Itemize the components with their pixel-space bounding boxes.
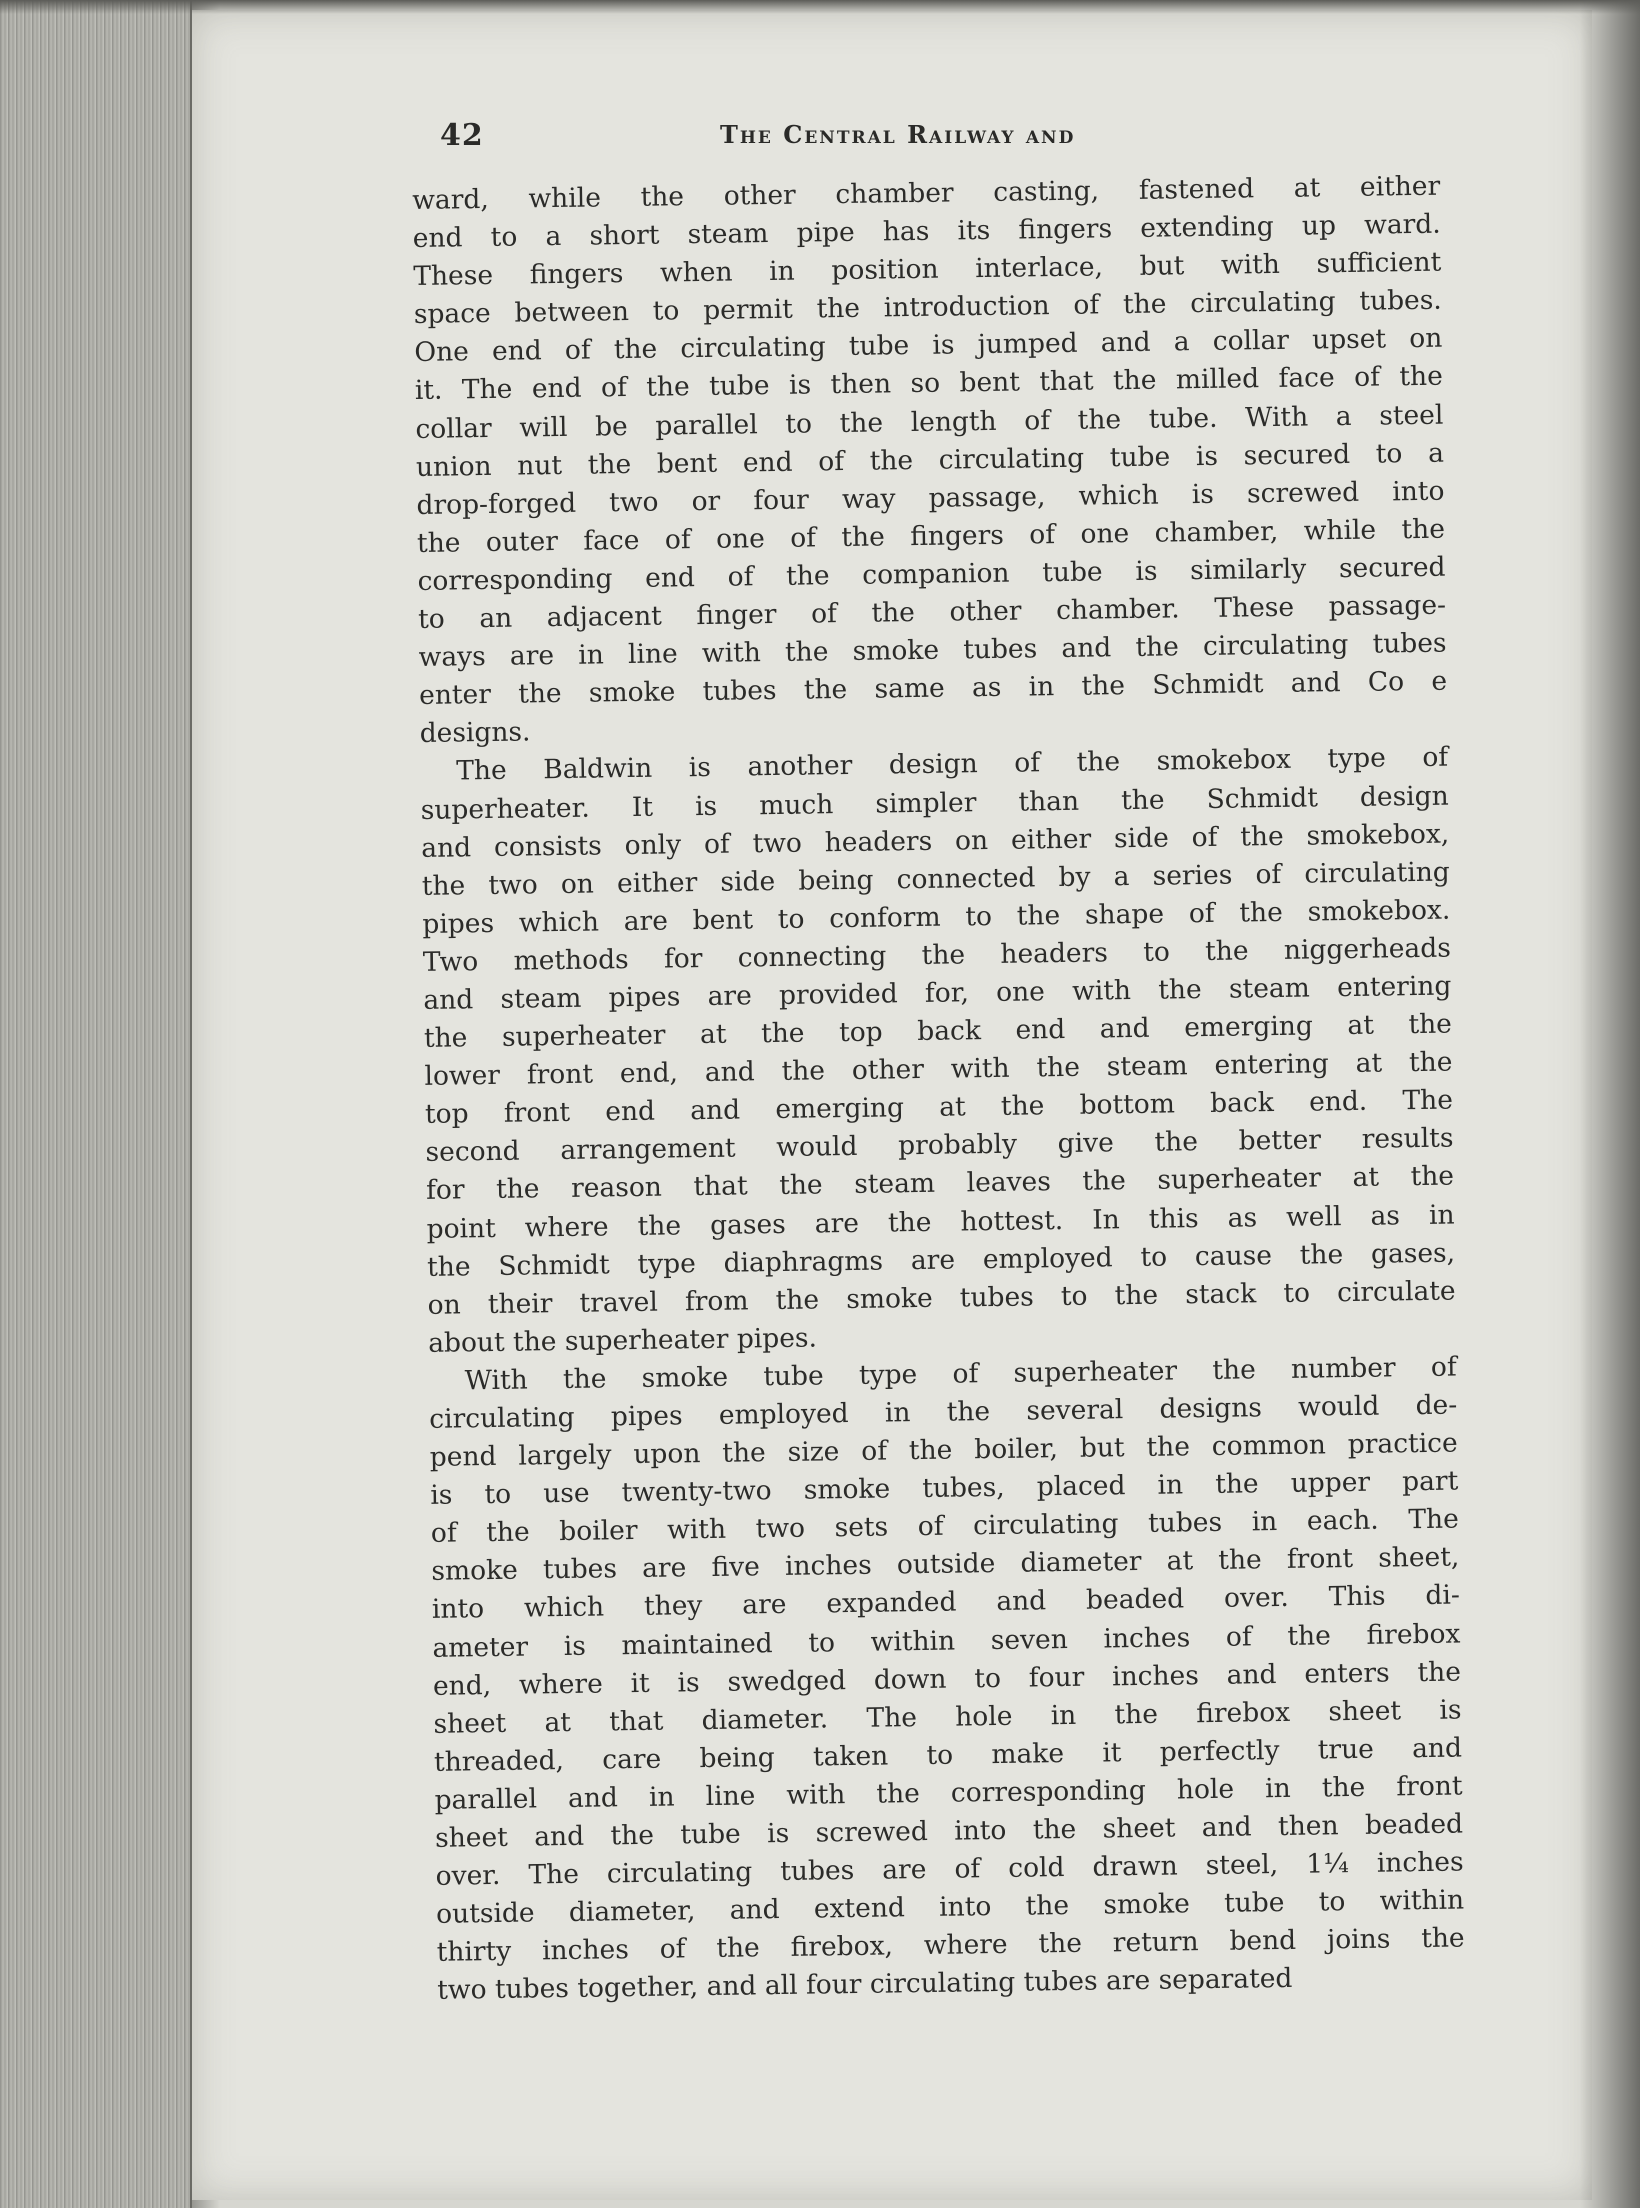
text-line: drop-forged two or four way passage, which is screwed into <box>416 475 1445 521</box>
text-line: second arrangement would probably give the better results <box>425 1122 1454 1169</box>
right-edge-shadow <box>1580 0 1640 2208</box>
text-line: lower front end, and the other with the steam entering at the <box>424 1046 1453 1093</box>
text-line: Two methods for connecting the headers to the niggerheads <box>422 932 1452 978</box>
top-edge-shadow <box>0 0 1640 14</box>
text-line: pipes which are bent to conform to the shape of the smokebox. <box>422 894 1451 940</box>
text-line: about the superheater pipes. <box>427 1322 818 1359</box>
paragraph <box>428 1348 1465 2010</box>
text-line: two tubes together, and all four circulating tubes are separated <box>437 1963 1293 2007</box>
body-text <box>412 168 1465 2011</box>
text-line: outside diameter, and extend into the smoke tube to within <box>435 1884 1465 1931</box>
text-line: the two on either side being connected by a series of circulating <box>421 856 1450 902</box>
text-line: ways are in line with the smoke tubes and the circulating tubes <box>418 627 1447 674</box>
text-line: sheet and the tube is screwed into the sheet and then beaded <box>434 1808 1464 1854</box>
text-line: the outer face of one of the fingers of one chamber, while the <box>416 513 1446 559</box>
text-line: ameter is maintained to within seven inches of the firebox <box>432 1618 1461 1664</box>
text-line: sheet at that diameter. The hole in the firebox sheet is <box>433 1694 1462 1740</box>
text-line: ward, while the other chamber casting, fastened at either <box>412 170 1441 216</box>
text-line: circulating pipes employed in the several designs would de- <box>429 1389 1458 1435</box>
text-line: enter the smoke tubes the same as in the Schmidt and Co e <box>418 665 1448 712</box>
text-line: threaded, care being taken to make it perfectly true and <box>433 1732 1463 1778</box>
text-line: designs. <box>419 716 531 750</box>
text-line: the superheater at the top back end and emerging at the <box>423 1008 1453 1054</box>
text-line: thirty inches of the firebox, where the return bend joins the <box>436 1922 1465 1969</box>
text-line: is to use twenty-two smoke tubes, placed in the upper part <box>430 1465 1459 1512</box>
text-line: pend largely upon the size of the boiler, but the common practice <box>429 1427 1458 1473</box>
text-line: corresponding end of the companion tube is similarly secured <box>417 551 1446 597</box>
text-line: into which they are expanded and beaded over. This di- <box>431 1579 1461 1626</box>
text-line: end, where it is swedged down to four inches and enters the <box>432 1656 1462 1702</box>
text-line: on their travel from the smoke tubes to the stack to circulate <box>427 1275 1456 1321</box>
text-line: collar will be parallel to the length of the tube. With a steel <box>415 399 1444 445</box>
text-line: The Baldwin is another design of the smokebox type of <box>456 741 1449 787</box>
text-line: One end of the circulating tube is jumped and a collar upset on <box>414 323 1443 369</box>
paragraph <box>412 168 1448 754</box>
text-line: top front end and emerging at the bottom back end. The <box>424 1084 1454 1131</box>
text-line: the Schmidt type diaphragms are employed to cause the gases, <box>426 1237 1456 1283</box>
text-line: parallel and in line with the corresponding hole in the front <box>434 1770 1463 1816</box>
text-line: These fingers when in position interlace, but with sufficient <box>413 246 1442 293</box>
page-number: 42 <box>440 118 484 153</box>
text-line: to an adjacent finger of the other chamber. These passage- <box>417 589 1447 635</box>
paragraph <box>420 739 1456 1363</box>
text-line: space between to permit the introduction of the circulating tubes. <box>413 284 1442 331</box>
text-line: end to a short steam pipe has its fingers extending up ward. <box>412 208 1441 255</box>
text-line: smoke tubes are five inches outside diameter at the front sheet, <box>431 1541 1460 1588</box>
text-line: union nut the bent end of the circulating tube is secured to a <box>415 437 1445 483</box>
page-edges <box>0 0 192 2208</box>
text-line: it. The end of the tube is then so bent that the milled face of the <box>414 361 1444 407</box>
text-line: With the smoke tube type of superheater the number of <box>464 1351 1457 1397</box>
text-line: superheater. It is much simpler than the Schmidt design <box>420 780 1449 826</box>
text-line: for the reason that the steam leaves the superheater at the <box>425 1160 1455 1207</box>
running-head: The Central Railway and <box>720 120 1076 149</box>
page-header <box>440 112 1440 162</box>
text-line: point where the gases are the hottest. In this as well as in <box>426 1199 1455 1245</box>
text-line: and consists only of two headers on either side of the smokebox, <box>421 818 1450 864</box>
text-line: and steam pipes are provided for, one with the steam entering <box>423 970 1452 1016</box>
text-line: over. The circulating tubes are of cold drawn steel, 1¼ inches <box>435 1846 1464 1892</box>
text-line: of the boiler with two sets of circulating tubes in each. The <box>430 1503 1459 1550</box>
